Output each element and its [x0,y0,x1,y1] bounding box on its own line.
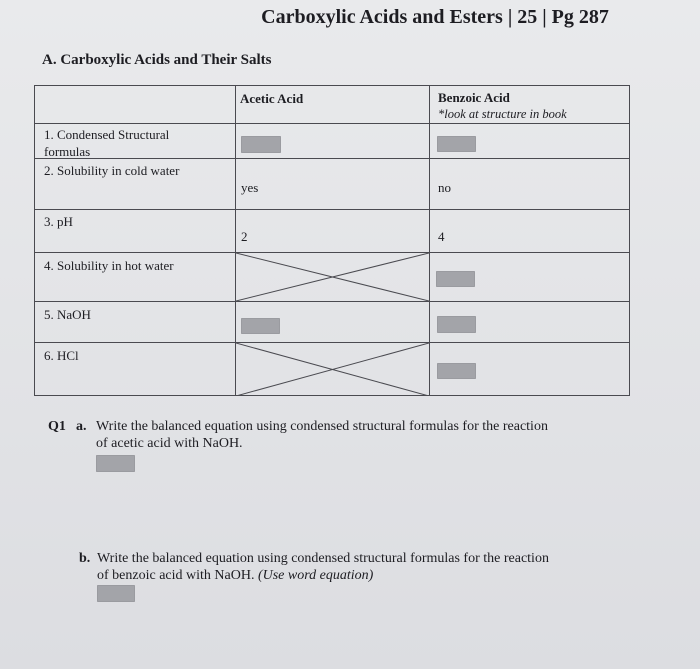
acetic-ph: 2 [241,229,248,244]
question-a-letter: a. [76,419,87,434]
redacted-answer [437,316,476,333]
row-label-cold-solubility: 2. Solubility in cold water [44,163,180,178]
row-label-naoh: 5. NaOH [44,307,91,322]
row-divider [35,123,629,124]
question-b-note: (Use word equation) [257,568,374,583]
redacted-answer [241,136,281,153]
benzoic-cold-solubility: no [438,180,451,195]
redacted-answer [437,136,476,152]
row-divider [35,209,629,210]
header-acetic-acid: Acetic Acid [240,91,304,106]
row-divider [35,301,629,302]
benzoic-ph: 4 [438,229,445,244]
row-label-condensed-formulas: 1. Condensed Structural [44,127,170,142]
question-b-text-line2: of benzoic acid with NaOH. [97,568,255,583]
header-benzoic-note: *look at structure in book [438,107,567,121]
page-title: Carboxylic Acids and Esters | 25 | Pg 287 [261,6,609,28]
header-benzoic-acid: Benzoic Acid [438,90,510,105]
row-divider [35,158,629,159]
not-applicable-cross [236,343,429,396]
question-b-text: Write the balanced equation using condensed structural formulas for the reaction [97,551,549,566]
column-divider [429,86,430,395]
row-label-hot-solubility: 4. Solubility in hot water [44,258,174,273]
question-b-letter: b. [79,551,91,566]
question-a-text-cont: of acetic acid with NaOH. [96,436,243,451]
redacted-answer [436,271,475,287]
redacted-answer [96,455,135,472]
question-number: Q1 [48,419,66,434]
acetic-cold-solubility: yes [241,180,259,195]
redacted-answer [97,585,135,602]
section-title: A. Carboxylic Acids and Their Salts [42,52,272,68]
redacted-answer [437,363,476,379]
question-b-text-cont [97,568,373,584]
question-a-text: Write the balanced equation using condensed structural formulas for the reaction [96,419,548,434]
row-label-ph: 3. pH [44,214,73,229]
row-label-hcl: 6. HCl [44,348,79,363]
not-applicable-cross [236,253,429,301]
row-label-condensed-formulas-cont: formulas [44,144,91,159]
redacted-answer [241,318,280,334]
properties-table [34,85,630,396]
